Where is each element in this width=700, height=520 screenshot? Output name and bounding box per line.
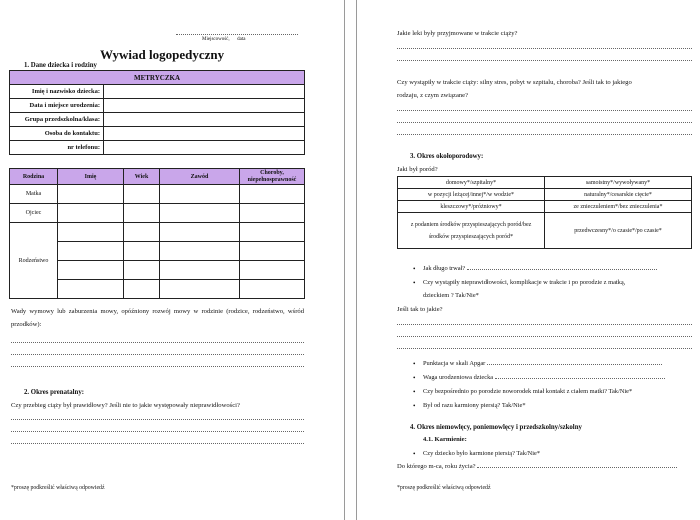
answer-line[interactable]: [397, 110, 692, 111]
section-4-1-heading: 4.1. Karmienie:: [423, 436, 467, 443]
metryczka-label: Grupa przedszkolna/klasa:: [10, 113, 104, 127]
answer-line[interactable]: [397, 348, 692, 349]
family-row-label: Ojciec: [10, 204, 58, 223]
metryczka-label: Data i miejsce urodzenia:: [10, 99, 104, 113]
answer-line[interactable]: [11, 419, 304, 420]
family-cell[interactable]: [58, 261, 124, 280]
until-question: Do którego m-ca, roku życia?: [397, 463, 677, 470]
family-cell[interactable]: [240, 185, 305, 204]
birth-option-cell[interactable]: samoistny*/wywoływany*: [545, 177, 692, 189]
family-header-cell: Wiek: [124, 169, 160, 185]
meds-question: Jakie leki były przyjmowane w trakcie ciąży?: [397, 30, 518, 37]
answer-line[interactable]: [397, 48, 692, 49]
bullet-text: Czy wystąpiły nieprawidłowości, komplikacje w trakcie i po porodzie z matką,: [423, 279, 626, 286]
metryczka-header: METRYCZKA: [10, 71, 305, 85]
metryczka-label: nr telefonu:: [10, 141, 104, 155]
family-cell[interactable]: [58, 223, 124, 242]
metryczka-label: Imię i nazwisko dziecka:: [10, 85, 104, 99]
footnote: *proszę podkreślić właściwą odpowiedź: [397, 485, 491, 491]
answer-line[interactable]: [397, 324, 692, 325]
birth-option-cell[interactable]: przedwczesny*/o czasie*/po czasie*: [545, 213, 692, 249]
answer-line[interactable]: [11, 431, 304, 432]
bullet-item: [423, 388, 632, 395]
family-cell[interactable]: [240, 261, 305, 280]
answer-line[interactable]: [397, 134, 692, 135]
answer-line[interactable]: [11, 342, 304, 343]
answer-line[interactable]: [11, 366, 304, 367]
family-cell[interactable]: [124, 261, 160, 280]
family-cell[interactable]: [124, 280, 160, 299]
family-cell[interactable]: [160, 261, 240, 280]
birth-option-cell[interactable]: domowy*/szpitalny*: [398, 177, 545, 189]
bullet-item: [423, 279, 625, 286]
family-cell[interactable]: [58, 204, 124, 223]
metryczka-field[interactable]: [104, 85, 305, 99]
metryczka-field[interactable]: [104, 127, 305, 141]
family-cell[interactable]: [160, 185, 240, 204]
section-4-heading: 4. Okres niemowlęcy, poniemowlęcy i przedszkolny/szkolny: [410, 424, 582, 431]
bullet-item: [423, 265, 657, 272]
place-date-line: [176, 34, 298, 35]
answer-line[interactable]: [397, 60, 692, 61]
family-header-cell: Imię: [58, 169, 124, 185]
bullet-text: Punktacja w skali Apgar: [423, 360, 487, 367]
inline-answer-line[interactable]: [487, 364, 662, 365]
stress-question: Czy wystąpiły w trakcie ciąży: silny stres, pobyt w szpitalu, choroba? Jeśli tak to jakiego: [397, 79, 632, 86]
birth-option-cell[interactable]: w pozycji leżącej/innej*/w wodzie*: [398, 189, 545, 201]
bullet-text: Czy dziecko było karmione piersią? Tak/Nie*: [423, 450, 541, 457]
bullet-item: [423, 374, 665, 381]
inline-answer-line[interactable]: [477, 467, 677, 468]
bullet-text: Jak długo trwał?: [423, 265, 467, 272]
birth-question: Jaki był poród?: [397, 166, 438, 173]
family-cell[interactable]: [240, 223, 305, 242]
family-cell[interactable]: [124, 204, 160, 223]
answer-line[interactable]: [397, 336, 692, 337]
section-1-heading: 1. Dane dziecka i rodziny: [24, 62, 97, 69]
family-cell[interactable]: [124, 242, 160, 261]
stress-question-cont: rodzaju, z czym związane?: [397, 92, 469, 99]
right-page: [357, 0, 700, 520]
bullet-text: Waga urodzeniowa dziecka: [423, 374, 495, 381]
birth-option-cell[interactable]: z podaniem środków przyspieszających poród/bez środków przyspieszających poród*: [398, 213, 545, 249]
family-cell[interactable]: [58, 242, 124, 261]
family-cell[interactable]: [58, 280, 124, 299]
birth-option-cell[interactable]: kleszczowy*/próżniowy*: [398, 201, 545, 213]
answer-line[interactable]: [397, 122, 692, 123]
family-cell[interactable]: [160, 223, 240, 242]
pregnancy-question: Czy przebieg ciąży był prawidłowy? Jeśli nie to jakie występowały nieprawidłowości?: [11, 402, 240, 409]
birth-option-cell[interactable]: ze znieczuleniem*/bez znieczulenia*: [545, 201, 692, 213]
inline-answer-line[interactable]: [495, 378, 665, 379]
bullet-text: Czy bezpośrednio po porodzie noworodek miał kontakt z ciałem matki? Tak/Nie*: [423, 388, 633, 395]
family-table: [9, 168, 305, 299]
bullet-item: [423, 450, 540, 457]
family-cell[interactable]: [160, 280, 240, 299]
family-header-cell: Choroby, niepełnosprawność: [240, 169, 305, 185]
speech-disorders-question: Wady wymowy lub zaburzenia mowy, opóźniony rozwój mowy w rodzinie (rodzice, rodzeństwo, wśród przodków):: [11, 308, 304, 328]
bullet-item: [423, 402, 526, 409]
footnote: *proszę podkreślić właściwą odpowiedź: [11, 485, 105, 491]
birth-options-table: [397, 176, 692, 249]
answer-line[interactable]: [11, 354, 304, 355]
metryczka-field[interactable]: [104, 99, 305, 113]
family-header-cell: Zawód: [160, 169, 240, 185]
family-cell[interactable]: [240, 280, 305, 299]
metryczka-field[interactable]: [104, 113, 305, 127]
family-cell[interactable]: [160, 242, 240, 261]
family-cell[interactable]: [240, 242, 305, 261]
document-title: Wywiad logopedyczny: [100, 47, 225, 62]
left-page: [0, 0, 344, 520]
metryczka-field[interactable]: [104, 141, 305, 155]
birth-option-cell[interactable]: naturalny*/cesarskie cięcie*: [545, 189, 692, 201]
family-row-label: Matka: [10, 185, 58, 204]
bullet-item-cont: dzieckiem ? Tak/Nie*: [423, 292, 479, 299]
family-cell[interactable]: [240, 204, 305, 223]
if-yes-question: Jeśli tak to jakie?: [397, 306, 443, 313]
inline-answer-line[interactable]: [467, 269, 657, 270]
page-gutter: [344, 0, 357, 520]
family-cell[interactable]: [58, 185, 124, 204]
section-3-heading: 3. Okres okołoporodowy:: [410, 153, 484, 160]
bullet-item: [423, 360, 662, 367]
place-date-label: Miejscowość, data: [202, 37, 246, 42]
family-cell[interactable]: [124, 185, 160, 204]
metryczka-table: [9, 70, 305, 155]
family-cell[interactable]: [124, 223, 160, 242]
family-header-cell: Rodzina: [10, 169, 58, 185]
family-cell[interactable]: [160, 204, 240, 223]
metryczka-label: Osoba do kontaktu:: [10, 127, 104, 141]
answer-line[interactable]: [11, 443, 304, 444]
family-row-label: Rodzeństwo: [10, 223, 58, 299]
bullet-text: Był od razu karmiony piersią? Tak/Nie*: [423, 402, 526, 409]
section-2-heading: 2. Okres prenatalny:: [24, 389, 84, 396]
